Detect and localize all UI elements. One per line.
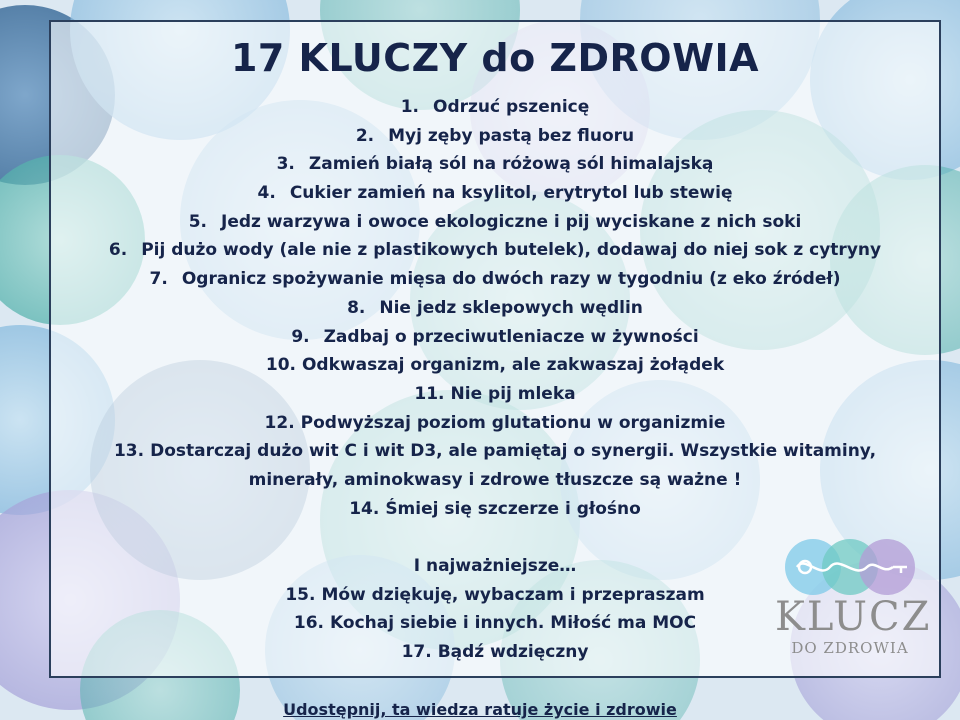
list-item: 15. Mów dziękuję, wybaczam i przepraszam	[285, 584, 705, 605]
share-footer: Udostępnij, ta wiedza ratuje życie i zdrowie	[283, 700, 677, 719]
list-item-continuation: minerały, aminokwasy i zdrowe tłuszcze są ważne !	[248, 469, 742, 490]
list-item: 2. Myj zęby pastą bez fluoru	[355, 125, 635, 146]
list-item: 1. Odrzuć pszenicę	[400, 97, 590, 117]
logo-text	[775, 594, 932, 657]
list-item: 7. Ogranicz spożywanie mięsa do dwóch razy w tygodniu (z eko źródeł)	[149, 269, 841, 290]
list-item: 17. Bądź wdzięczny	[401, 642, 589, 663]
list-item: 10. Odkwaszaj organizm, ale zakwaszaj żołądek	[265, 355, 725, 376]
list-item: 12. Podwyższaj poziom glutationu w organizmie	[264, 412, 726, 433]
logo-subword: DO ZDROWIA	[791, 639, 909, 657]
list-item: 3. Zamień białą sól na różową sól himalajską	[276, 154, 714, 175]
list-item: 5. Jedz warzywa i owoce ekologiczne i pij wyciskane z nich soki	[188, 211, 802, 232]
list-intro: I najważniejsze…	[413, 556, 577, 576]
list-item: 14. Śmiej się szczerze i głośno	[349, 498, 641, 519]
list-item: 11. Nie pij mleka	[414, 383, 576, 404]
list-item: 13. Dostarczaj dużo wit C i wit D3, ale pamiętaj o synergii. Wszystkie witaminy,	[113, 441, 877, 462]
logo-word: KLUCZ	[775, 594, 932, 640]
list-item: 9. Zadbaj o przeciwutleniacze w żywności	[291, 326, 699, 347]
list-item: 8. Nie jedz sklepowych wędlin	[347, 297, 643, 318]
list-item: 4. Cukier zamień na ksylitol, erytrytol lub stewię	[257, 183, 733, 204]
list-item: 16. Kochaj siebie i innych. Miłość ma MOC	[293, 613, 697, 634]
list-item: 6. Pij dużo wody (ale nie z plastikowych butelek), dodawaj do niej sok z cytryny	[108, 240, 882, 261]
page-title: 17 KLUCZY do ZDROWIA	[230, 36, 760, 80]
